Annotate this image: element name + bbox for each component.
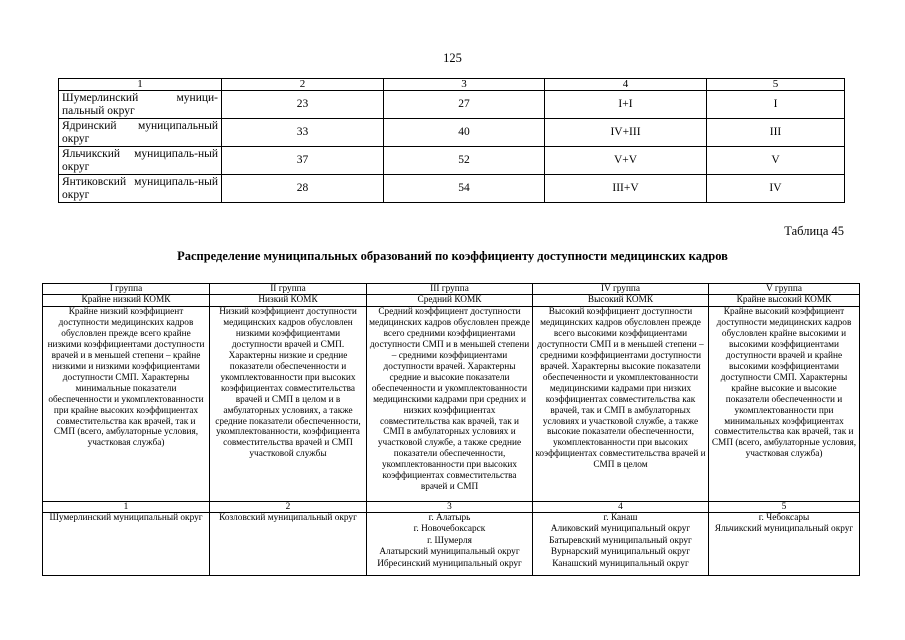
table-title: Распределение муниципальных образований по коэффициенту доступности медицинских кадров: [177, 249, 728, 263]
group-sum-cell: V+V: [545, 147, 707, 175]
group-number: 5: [709, 502, 860, 513]
group-sum-cell: I+I: [545, 91, 707, 119]
group-number: 2: [210, 502, 367, 513]
group-description: Крайне низкий коэффициент доступности медицинских кадров обусловлен прежде всего крайне низкими коэффициентами доступности врачей и в меньшей степени – крайне низкими и низкими коэффициентами доступности СМП. Характерны минимальные показатели обеспеченности и укомплектованности при крайне высоких коэффициентах совместительства как врачей, так и СМП (всего, амбулаторные условия, участковая служба): [43, 307, 210, 502]
value-cell: 33: [222, 119, 384, 147]
group-name: III группа: [367, 284, 533, 295]
district-name: Ядринский муниципальный округ: [59, 119, 222, 147]
value-cell: 23: [222, 91, 384, 119]
group-name: II группа: [210, 284, 367, 295]
municipality-item: Вурнарский муниципальный округ: [550, 547, 691, 558]
group-municipalities: [43, 513, 210, 576]
district-name: Янтиковский муниципаль-ный округ: [59, 175, 222, 203]
group-level: Низкий КОМК: [210, 295, 367, 307]
table-row: [59, 119, 845, 147]
municipality-item: г. Канаш: [603, 513, 638, 523]
district-name: Яльчикский муниципаль-ный округ: [59, 147, 222, 175]
municipality-item: г. Шумерля: [427, 535, 472, 546]
group-municipalities: [533, 513, 709, 576]
group-description: Высокий коэффициент доступности медицинских кадров обусловлен прежде всего высокими коэффициентами доступности СМП и в меньшей степени – средними коэффициентами доступности врачей. Характерны высокие показатели обеспеченности и укомплектованности медицинскими кадрами при низких коэффициентах совместительства как врачей, так и СМП в амбулаторных условиях и участковой службе, а также высокие показатели обеспеченности, укомплектованности при высоких коэффициентах совместительства врачей и СМП в целом: [533, 307, 709, 502]
page-number: 125: [443, 51, 462, 65]
header-cell-4: 4: [545, 79, 707, 91]
groups-table: [42, 283, 860, 576]
table-row: [59, 147, 845, 175]
group-municipalities: [210, 513, 367, 576]
group-sum-cell: IV+III: [545, 119, 707, 147]
municipality-item: Батыревский муниципальный округ: [549, 535, 692, 546]
district-name: Шумерлинский муници-пальный округ: [59, 91, 222, 119]
group-level: Крайне низкий КОМК: [43, 295, 210, 307]
municipality-item: Козловский муниципальный округ: [219, 513, 357, 523]
group-name: IV группа: [533, 284, 709, 295]
district-table: [58, 78, 845, 203]
municipality-item: г. Чебоксары: [758, 513, 810, 523]
group-sum-cell: III+V: [545, 175, 707, 203]
table-row: [59, 175, 845, 203]
group-description: Средний коэффициент доступности медицинских кадров обусловлен прежде всего средними коэффициентами доступности СМП и в меньшей степени – средними коэффициентами доступности врачей. Характерны средние и высокие показатели обеспеченности и укомплектованности медицинскими кадрами при средних и низких коэффициентах совместительства как врачей, так и СМП в амбулаторных условиях и участковой службе, а также средние показатели обеспеченности, укомплектованности при высоких коэффициентах совместительства врачей и СМП: [367, 307, 533, 502]
header-cell-3: 3: [384, 79, 545, 91]
group-cell: III: [707, 119, 845, 147]
group-municipalities: [367, 513, 533, 576]
group-level: Крайне высокий КОМК: [709, 295, 860, 307]
table-row: [59, 91, 845, 119]
group-description: Крайне высокий коэффициент доступности медицинских кадров обусловлен крайне высокими и высокими коэффициентами доступности врачей и крайне высокими коэффициентами доступности СМП. Характерны крайне высокие и высокие показатели обеспеченности и укомплектованности при минимальных коэффициентах совместительства как врачей, так и СМП (всего, амбулаторные условия, участковая служба): [709, 307, 860, 502]
municipality-item: Канашский муниципальный округ: [552, 558, 689, 569]
group-level-row: [43, 295, 860, 307]
municipality-item: Яльчикский муниципальный округ: [714, 524, 854, 535]
value-cell: 28: [222, 175, 384, 203]
group-level: Высокий КОМК: [533, 295, 709, 307]
group-number: 4: [533, 502, 709, 513]
municipality-item: Алатырский муниципальный округ: [379, 547, 520, 558]
value-cell: 54: [384, 175, 545, 203]
group-name: I группа: [43, 284, 210, 295]
group-header-row: [43, 284, 860, 295]
municipality-item: Шумерлинский муниципальный округ: [49, 513, 203, 523]
table-caption: Таблица 45: [784, 224, 844, 238]
municipality-item: г. Новочебоксарск: [413, 524, 486, 535]
value-cell: 52: [384, 147, 545, 175]
value-cell: 37: [222, 147, 384, 175]
value-cell: 40: [384, 119, 545, 147]
group-number: 3: [367, 502, 533, 513]
group-number: 1: [43, 502, 210, 513]
group-cell: IV: [707, 175, 845, 203]
group-number-row: [43, 502, 860, 513]
header-cell-5: 5: [707, 79, 845, 91]
header-cell-1: 1: [59, 79, 222, 91]
group-level: Средний КОМК: [367, 295, 533, 307]
table-header-row: [59, 79, 845, 91]
group-description: Низкий коэффициент доступности медицинских кадров обусловлен низкими коэффициентами доступности врачей и СМП. Характерны низкие и средние показатели обеспеченности и укомплектованности при высоких коэффициентах совместительства врачей и СМП в целом и в амбулаторных условиях, а также средние показатели обеспеченности, укомплектованности, коэффициента совместительства врачей и СМП участковой службы: [210, 307, 367, 502]
group-name: V группа: [709, 284, 860, 295]
group-cell: V: [707, 147, 845, 175]
municipality-item: Аликовский муниципальный округ: [550, 524, 691, 535]
value-cell: 27: [384, 91, 545, 119]
group-municipalities-row: [43, 513, 860, 576]
municipality-item: Ибресинский муниципальный округ: [377, 558, 522, 569]
header-cell-2: 2: [222, 79, 384, 91]
group-municipalities: [709, 513, 860, 576]
municipality-item: г. Алатырь: [428, 513, 471, 523]
group-description-row: [43, 307, 860, 502]
group-cell: I: [707, 91, 845, 119]
